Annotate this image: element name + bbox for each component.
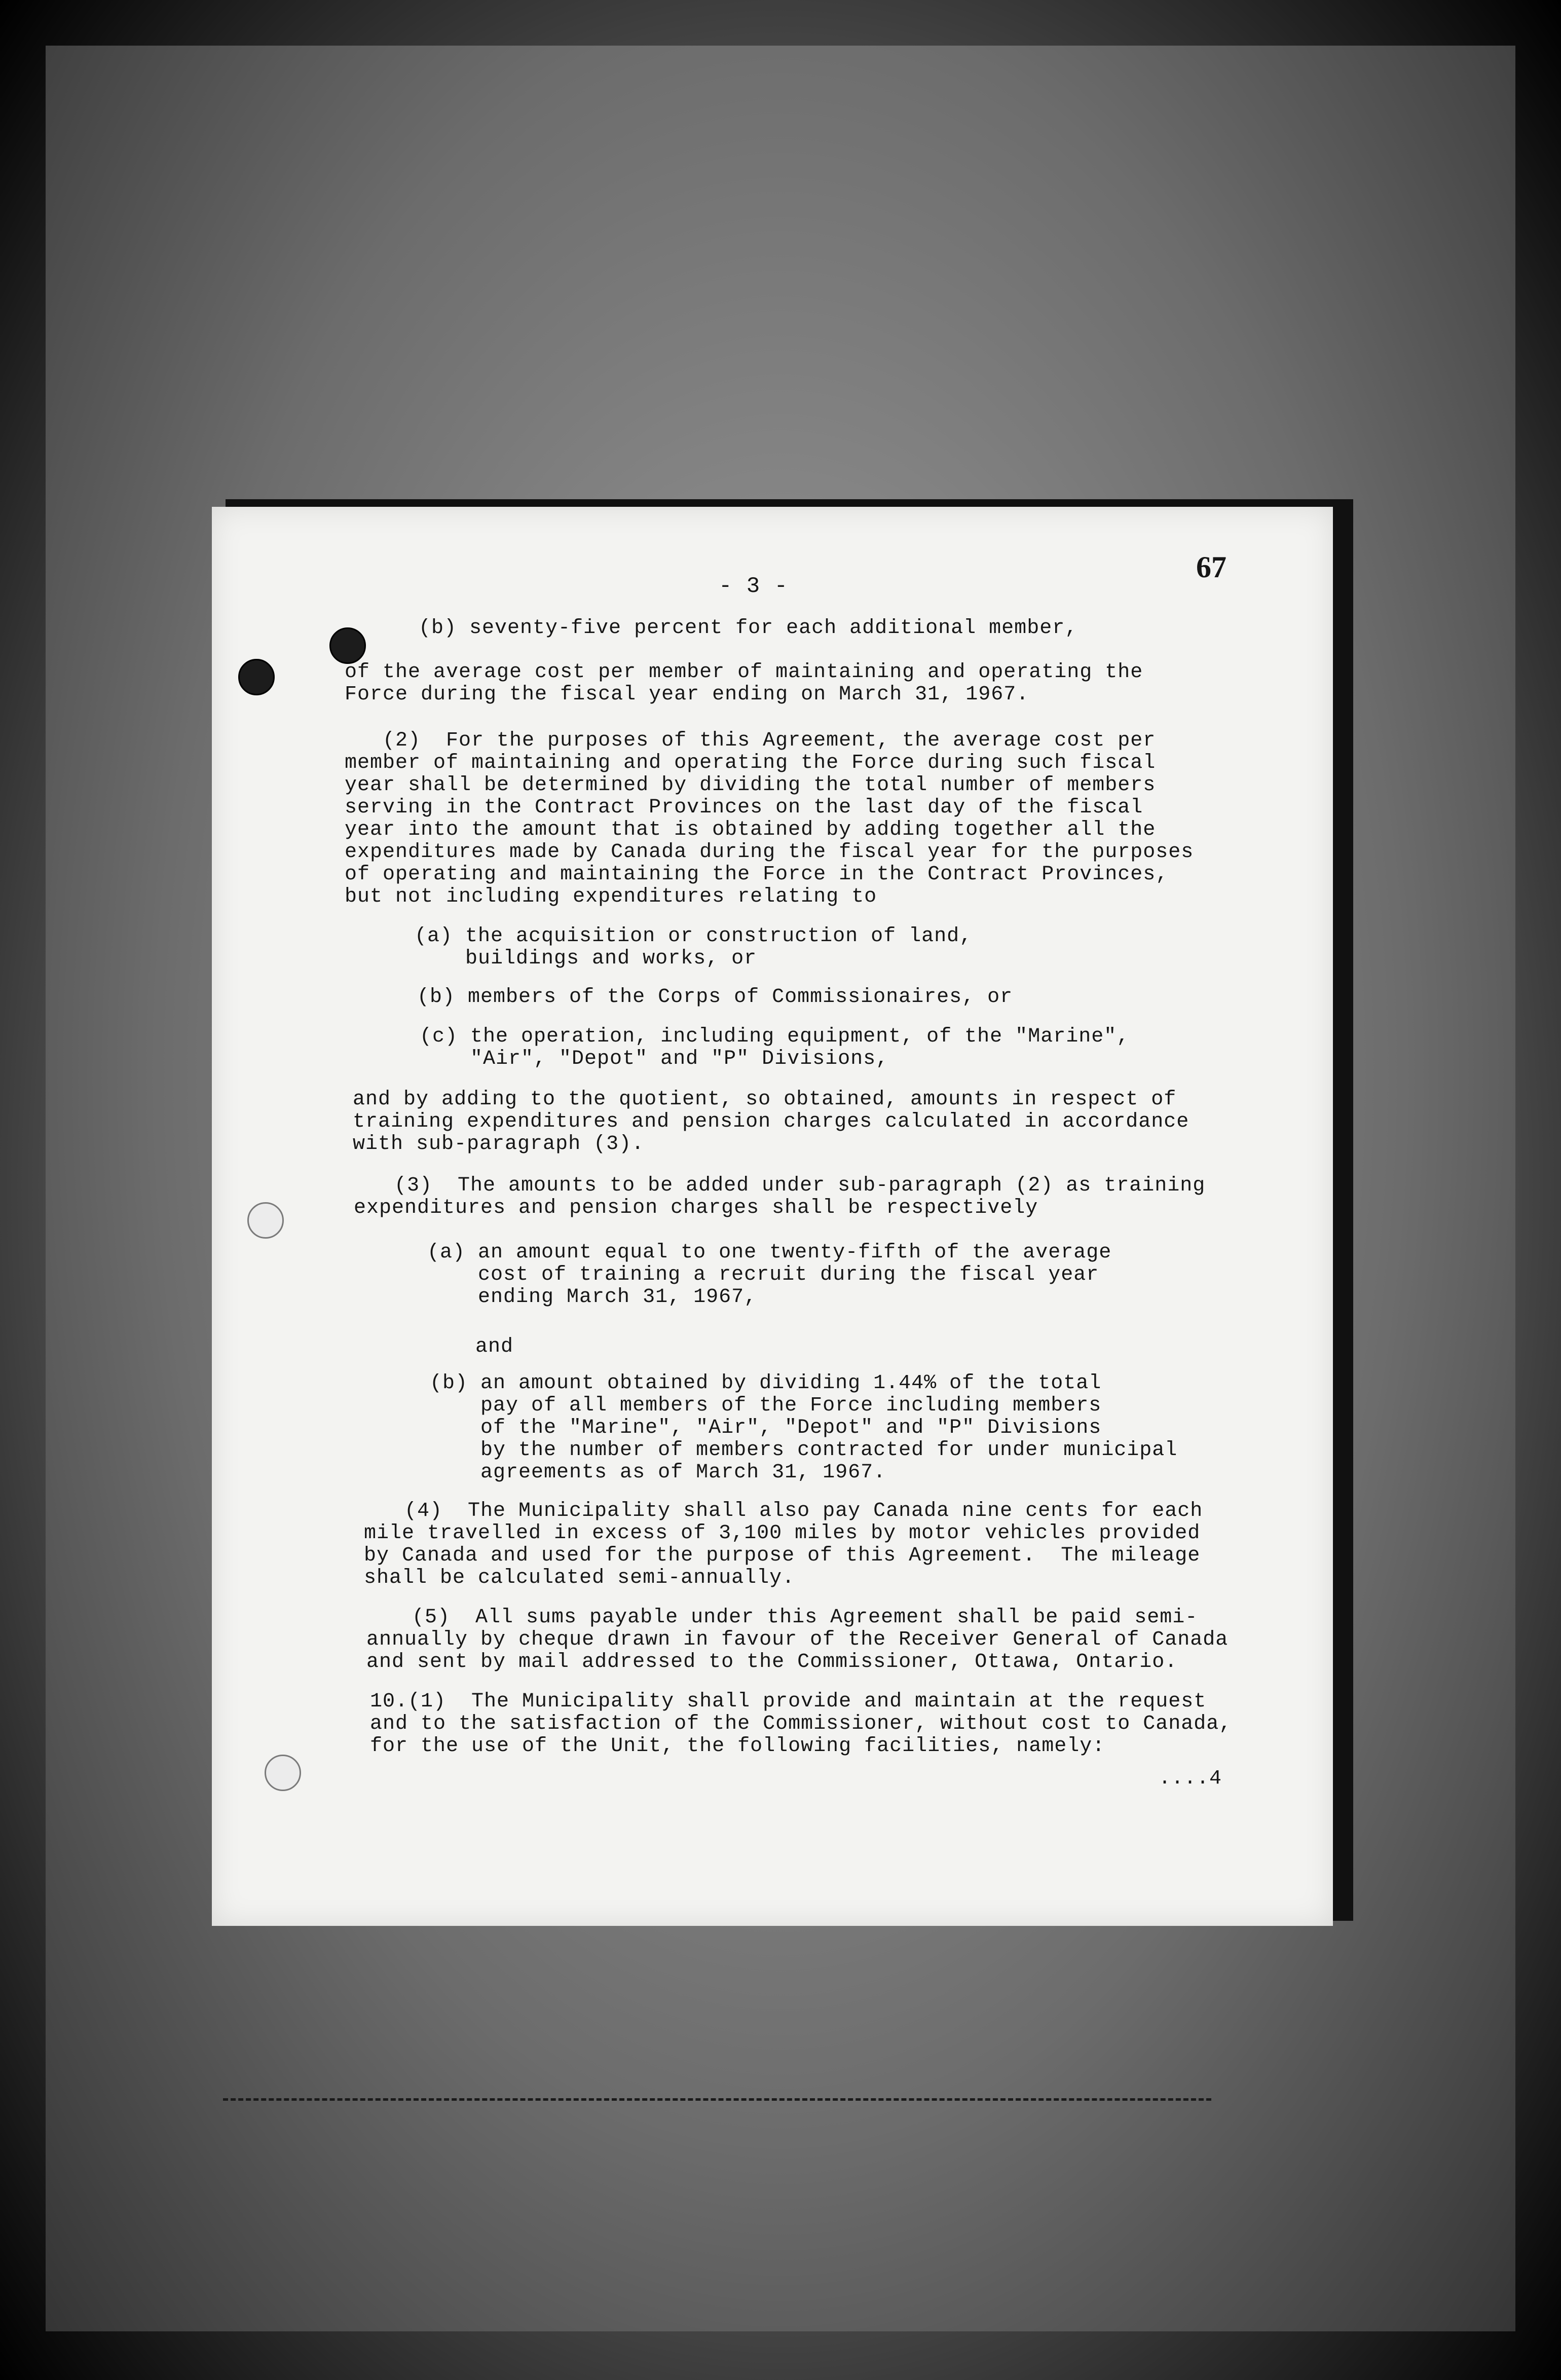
text-line: (3) The amounts to be added under sub-paragraph (2) as training [394,1174,1206,1197]
page-header-number: - 3 - [719,574,789,599]
text-line: and sent by mail addressed to the Commissioner, Ottawa, Ontario. [366,1651,1178,1674]
document-page [212,507,1333,1926]
paragraph-3 [354,1175,1205,1219]
text-line: (a) the acquisition or construction of land, [415,925,973,948]
paragraph-4 [364,1500,1203,1589]
text-line: and by adding to the quotient, so obtained, amounts in respect of [353,1088,1177,1111]
text-line: ending March 31, 1967, [427,1286,757,1309]
text-line: expenditures and pension charges shall be respectively [354,1197,1038,1219]
clause-3-b [430,1372,1177,1484]
clause-1-tail [345,661,1143,706]
clause-1-b: (b) seventy-five percent for each additional member, [419,617,1078,640]
text-line: but not including expenditures relating to [345,885,877,908]
text-line: cost of training a recruit during the fiscal year [427,1263,1099,1286]
paragraph-2 [345,730,1194,908]
text-line: annually by cheque drawn in favour of the Receiver General of Canada [366,1628,1229,1651]
text-line: Force during the fiscal year ending on March 31, 1967. [345,683,1029,706]
page-corner-number: 67 [1196,550,1226,584]
text-line: pay of all members of the Force including members [430,1394,1102,1417]
clause-2-a [415,925,972,970]
clause-2-b: (b) members of the Corps of Commissionaires, or [417,986,1013,1009]
bottom-dashed-line [223,2098,1211,2101]
punch-hole-dark-left [238,659,275,695]
text-line: training expenditures and pension charges calculated in accordance [353,1110,1190,1133]
paragraph-5 [366,1607,1228,1674]
text-line: of operating and maintaining the Force in the Contract Provinces, [345,863,1169,886]
text-line: (4) The Municipality shall also pay Canada nine cents for each [404,1500,1203,1522]
text-line: (b) an amount obtained by dividing 1.44% of the total [430,1372,1102,1395]
text-line: (a) an amount equal to one twenty-fifth of the average [427,1241,1112,1264]
clause-2-c [420,1026,1129,1070]
text-line: mile travelled in excess of 3,100 miles by motor vehicles provided [364,1522,1201,1545]
punch-hole-bottom [265,1755,301,1791]
text-line: year shall be determined by dividing the total number of members [345,774,1156,797]
text-line: shall be calculated semi-annually. [364,1567,795,1589]
text-line: member of maintaining and operating the Force during such fiscal [345,752,1156,774]
text-line: serving in the Contract Provinces on the last day of the fiscal [345,796,1143,819]
punch-hole-middle [247,1202,284,1239]
text-line: (c) the operation, including equipment, of the "Marine", [420,1025,1130,1048]
text-line: 10.(1) The Municipality shall provide and maintain at the request [370,1690,1207,1713]
clause-3-a [427,1242,1111,1309]
continuation-marker: ....4 [1159,1767,1222,1790]
text-line: of the "Marine", "Air", "Depot" and "P" Divisions [430,1417,1102,1439]
paragraph-10 [370,1691,1232,1758]
text-line: year into the amount that is obtained by adding together all the [345,819,1156,841]
text-line: (5) All sums payable under this Agreement shall be paid semi- [412,1606,1198,1629]
text-line: expenditures made by Canada during the fiscal year for the purposes [345,841,1194,864]
text-line: with sub-paragraph (3). [353,1133,645,1156]
text-line: for the use of the Unit, the following facilities, namely: [370,1735,1105,1758]
text-line: (2) For the purposes of this Agreement, the average cost per [383,729,1156,752]
text-line: agreements as of March 31, 1967. [430,1461,886,1484]
text-line: "Air", "Depot" and "P" Divisions, [420,1048,889,1070]
punch-hole-dark-top [329,627,366,664]
text-line: by Canada and used for the purpose of this Agreement. The mileage [364,1544,1201,1567]
text-line: buildings and works, or [415,947,757,970]
text-line: of the average cost per member of maintaining and operating the [345,661,1143,684]
clause-3-and: and [475,1335,514,1358]
text-line: by the number of members contracted for under municipal [430,1439,1178,1462]
paragraph-2-tail [353,1089,1189,1156]
text-line: and to the satisfaction of the Commissioner, without cost to Canada, [370,1713,1232,1735]
